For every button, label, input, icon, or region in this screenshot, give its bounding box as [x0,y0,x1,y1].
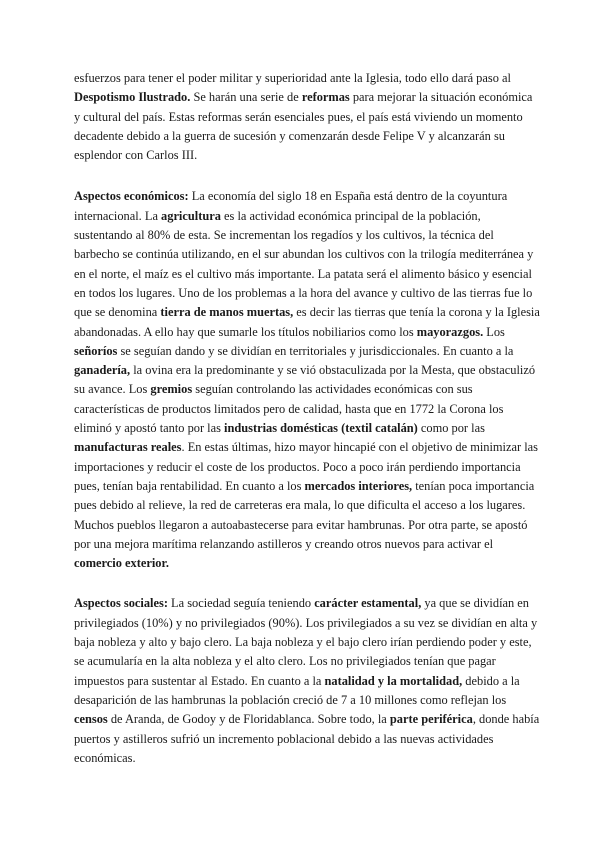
bold-term: agricultura [161,208,221,223]
text-run: de Aranda, de Godoy y de Floridablanca. Sobre todo, la [107,712,390,727]
text-run: como por las [417,421,485,436]
text-run: debido a la desaparición de las hambrunas la población creció de 7 a 10 millones como reflejan los [74,673,520,707]
text-run: Se harán una serie de [190,90,302,105]
text-run: Los [483,324,505,339]
text-run: se seguían dando y se dividían en territoriales y jurisdiccionales. En cuanto a la [117,343,514,358]
text-run: La sociedad seguía teniendo [167,596,315,611]
text-run: tenían poca importancia pues debido al relieve, la red de carreteras era mala, lo que dificulta el acceso a los lugares. Muchos pueblos llegaron a autoabastecerse para evitar hambrunas. Por otra parte, se apostó por una mejora marítima relanzando astilleros y creando otros nuevos para activar el [74,478,535,551]
bold-term: Despotismo Ilustrado. [74,90,191,105]
bold-term: Aspectos sociales: [74,596,168,611]
bold-term: mercados interiores, [304,478,413,493]
text-run: ya que se dividían en privilegiados (10%) y no privilegiados (90%). Los privilegiados a su vez se dividían en alta y baja nobleza y alto y bajo clero. La baja nobleza y el bajo clero irían perdiendo poder y este, se acumularía en la alta nobleza y el alto clero. Los no privilegiados tenían que pagar impuestos para sustentar al Estado. En cuanto a la [74,596,538,688]
text-run: seguían controlando las actividades económicas con sus características de productos limitados pero de calidad, hasta que en 1772 la Corona los eliminó y apostó tanto por las [74,382,504,436]
text-run: , donde había puertos y astilleros sufrió un incremento poblacional debido a las nuevas actividades económicas. [74,712,540,765]
text-run: La economía del siglo 18 en España está dentro de la coyuntura internacional. La [74,189,508,223]
bold-term: mayorazgos. [416,324,484,339]
text-run: . En estas últimas, hizo mayor hincapié con el objetivo de minimizar las importaciones y reducir el coste de los productos. Poco a poco irán perdiendo importancia pues, tenían baja rentabilidad. En cuanto a los [74,440,538,493]
bold-term: gremios [150,382,193,397]
text-run: es decir las tierras que tenía la corona y la Iglesia abandonadas. A ello hay que sumarle los títulos nobiliarios como los [74,305,540,339]
text-run: la ovina era la predominante y se vió obstaculizada por la Mesta, que obstaculizó su avance. Los [74,363,536,397]
bold-term: censos [74,712,108,727]
bold-term: natalidad y la mortalidad, [324,673,463,688]
bold-term: manufacturas reales [74,440,182,455]
text-run: es la actividad económica principal de la población, sustentando al 80% de esta. Se incrementan los regadíos y los cultivos, la técnica del barbecho se continúa utilizando, en el sur abundan los cultivos con la trilogía mediterránea y en el norte, el maíz es el cultivo más importante. La patata será el alimento básico y esencial en todos los lugares. Uno de los problemas a la hora del avance y cultivo de las tierras fue lo que se denomina [74,208,534,320]
paragraph-intro [74,69,540,165]
bold-term: industrias domésticas (textil catalán) [224,421,418,436]
bold-term: carácter estamental, [314,596,422,611]
bold-term: Aspectos económicos: [74,189,189,204]
bold-term: reformas [301,90,350,105]
text-run: esfuerzos para tener el poder militar y superioridad ante la Iglesia, todo ello dará paso al [74,71,511,85]
bold-term: ganadería, [74,363,131,378]
paragraph-aspectos-economicos [74,187,540,573]
text-run: para mejorar la situación económica y cultural del país. Estas reformas serán esenciales pues, el país está viviendo un momento decadente debido a la guerra de sucesión y comenzarán desde Felipe V y alcanzarán su esplendor con Carlos III. [74,90,533,163]
bold-term: parte periférica [389,712,473,727]
bold-term: comercio exterior. [74,556,169,571]
bold-term: tierra de manos muertas, [160,305,294,320]
bold-term: señoríos [74,343,118,358]
paragraph-aspectos-sociales [74,594,540,768]
